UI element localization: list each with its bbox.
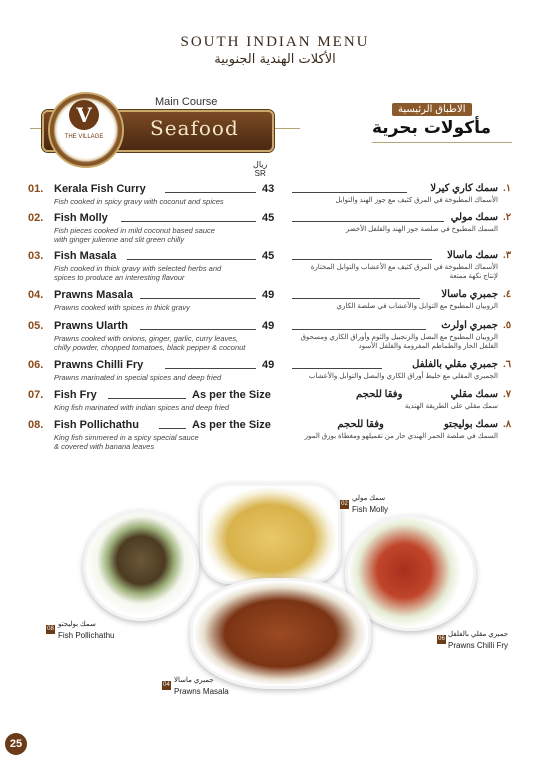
item-name-arabic: سمك بوليجتو [443,419,498,430]
item-price: As per the Size [192,419,271,431]
caption-prawns-chilli-fry-badge: 06 [438,636,445,642]
caption-fish-pollichathu-badge: 08 [47,626,54,632]
caption-fish-molly-badge: 02 [341,501,348,507]
item-number: 03. [28,250,44,262]
item-name-arabic: سمك كاري كيرلا [430,183,498,194]
item-name: Fish Fry [54,389,97,401]
item-name: Prawns Chilli Fry [54,359,144,371]
item-description-arabic: الجمبري المقلي مع خليط أوراق الكاري والبصل والتوابل والأعشاب [308,373,498,380]
item-number-arabic: .٢ [503,212,512,223]
banner-rule-right [270,128,300,129]
item-number-arabic: .٣ [503,250,512,261]
item-leader [165,192,256,193]
item-description: Prawns cooked with spices in thick gravy [54,303,190,312]
caption-fish-molly-arabic: سمك مولي [352,495,386,502]
item-number: 01. [28,183,44,195]
item-description-arabic: الأسماك المطبوخة في المرق كثيف مع الأعشاب والتوابل المختارة لإنتاج نكهة ممتعة [310,264,498,280]
item-leader [121,221,256,222]
caption-fish-pollichathu: Fish Pollichathu [58,631,115,640]
item-description: Prawns marinated in special spices and deep fried [54,373,222,382]
item-price: 49 [262,320,275,332]
caption-prawns-masala: Prawns Masala [174,687,229,696]
section-title-arabic: مأكولات بحرية [372,118,492,138]
caption-prawns-masala-arabic: جمبري ماسالا [174,677,214,684]
item-name-arabic: جمبري ماسالا [441,289,498,300]
item-description-arabic: السمك في صلصة الحمر الهندي حار من تقميلهو ومغطاة بورق الموز [304,433,498,440]
page-title: SOUTH INDIAN MENU [180,34,370,50]
item-description: King fish marinated with indian spices and deep fried [54,403,230,412]
item-name: Fish Pollichathu [54,419,139,431]
item-leader [159,428,186,429]
item-description-arabic: الروبيان المطبوخ مع البصل والزنجبيل والثوم وأوراق الكاري ومسحوق الفلفل الحار والطماطم المفرومة والفلفل الأسود [300,334,498,350]
item-leader-arabic [292,221,444,222]
item-price: 43 [262,183,275,195]
item-number-arabic: .١ [503,183,512,194]
item-name: Fish Masala [54,250,117,262]
item-number: 07. [28,389,44,401]
item-price-arabic: وفقا للحجم [355,389,403,400]
item-number-arabic: .٧ [503,389,512,400]
item-number: 08. [28,419,44,431]
item-name: Fish Molly [54,212,108,224]
main-course-label-arabic: الاطباق الرئيسية [392,103,472,116]
item-number: 02. [28,212,44,224]
page-title-arabic: الأكلات الهندية الجنوبية [214,52,336,67]
item-name-arabic: سمك ماسالا [447,250,498,261]
item-description: King fish simmered in a spicy special sauce & covered with banana leaves [54,433,199,451]
item-description-arabic: الأسماك المطبوخة في المرق كثيف مع جوز الهند والتوابل [335,197,498,204]
item-name: Prawns Masala [54,289,133,301]
prawns-masala-photo [190,578,371,689]
arabic-title-underline [372,142,512,143]
item-price-arabic: وفقا للحجم [337,419,384,430]
item-number-arabic: .٨ [503,419,512,430]
fish-pollichathu-photo [83,510,199,621]
item-leader-arabic [292,368,382,369]
currency-label: ريال SR [253,160,268,178]
logo-text: THE VILLAGE [64,134,104,140]
item-price: As per the Size [192,389,271,401]
item-name-arabic: سمك مولي [450,212,498,223]
item-leader [140,298,256,299]
item-price: 49 [262,289,275,301]
item-leader [165,368,256,369]
item-leader [140,329,256,330]
item-number-arabic: .٤ [503,289,512,300]
section-title: Seafood [150,116,239,140]
item-leader-arabic [292,298,420,299]
item-description-arabic: الروبيان المطبوخ مع التوابل والأعشاب في صلصة الكاري [336,303,498,310]
fish-molly-photo [200,483,341,584]
item-leader [127,259,256,260]
caption-prawns-masala-badge: 04 [163,682,170,688]
item-description-arabic: السمك المطبوخ في صلصة جوز الهند والفلفل الأخضر [345,226,498,233]
item-name-arabic: جمبري اولرث [441,320,498,331]
item-leader-arabic [292,259,432,260]
item-leader-arabic [292,192,407,193]
item-price: 45 [262,212,275,224]
item-price: 49 [262,359,275,371]
item-leader-arabic [292,329,426,330]
item-name-arabic: سمك مقلي [450,389,498,400]
caption-fish-pollichathu-arabic: سمك بوليجتو [58,621,96,628]
item-description: Prawns cooked with onions, ginger, garlic, curry leaves, chilly powder, chopped tomatoes, black pepper & coconut [54,334,246,352]
item-number: 05. [28,320,44,332]
item-name: Prawns Ularth [54,320,128,332]
item-price: 45 [262,250,275,262]
item-description: Fish pieces cooked in mild coconut based sauce with ginger julienne and slit green chilly [54,226,215,244]
page-number: 25 [5,733,27,755]
caption-prawns-chilli-fry-arabic: جمبري مقلي بالفلفل [448,631,509,638]
item-leader [108,398,186,399]
item-name: Kerala Fish Curry [54,183,146,195]
caption-prawns-chilli-fry: Prawns Chilli Fry [448,641,509,650]
item-number-arabic: .٦ [503,359,512,370]
item-description: Fish cooked in spicy gravy with coconut and spices [54,197,224,206]
item-description: Fish cooked in thick gravy with selected herbs and spices to produce an interesting flavour [54,264,222,282]
item-name-arabic: جمبري مقلي بالفلفل [412,359,498,370]
caption-fish-molly: Fish Molly [352,505,389,514]
logo-letter: V [69,100,99,130]
item-number: 04. [28,289,44,301]
item-number: 06. [28,359,44,371]
main-course-label: Main Course [155,96,218,108]
item-number-arabic: .٥ [503,320,512,331]
item-description-arabic: سمك مقلي على الطريقة الهندية [404,403,498,410]
